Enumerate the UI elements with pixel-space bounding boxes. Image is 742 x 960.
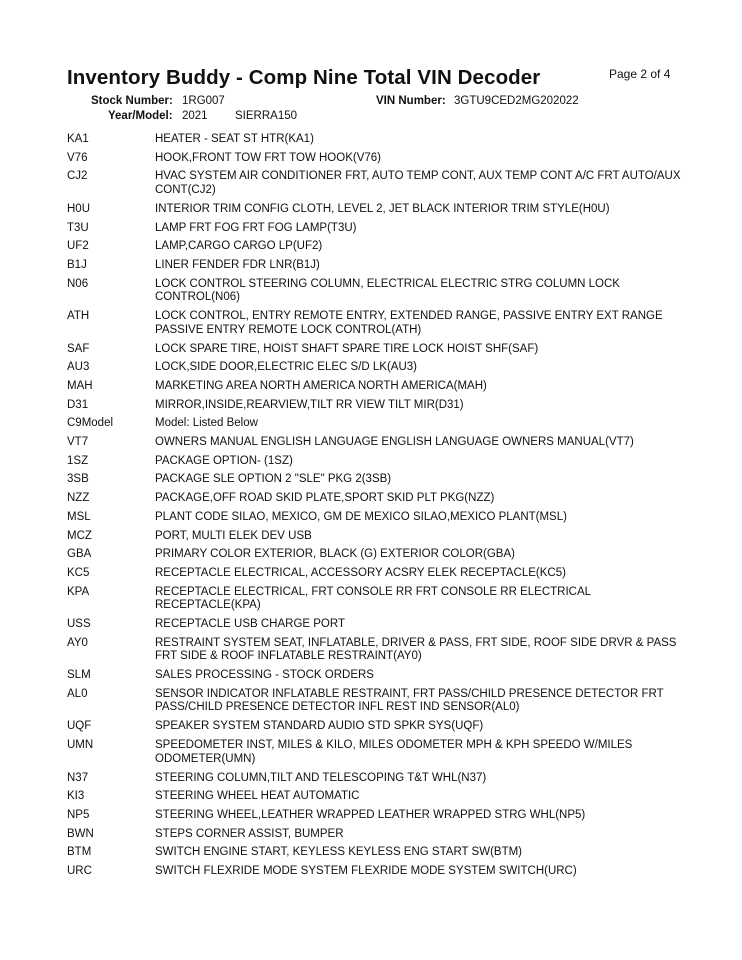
option-description: HVAC SYSTEM AIR CONDITIONER FRT, AUTO TEMP CONT, AUX TEMP CONT A/C FRT AUTO/AUX CONT(CJ2) [155,170,681,196]
option-description: MARKETING AREA NORTH AMERICA NORTH AMERICA(MAH) [155,380,487,392]
option-code: UF2 [67,240,89,253]
option-description: RECEPTACLE ELECTRICAL, ACCESSORY ACSRY ELEK RECEPTACLE(KC5) [155,566,566,579]
option-row [67,511,687,530]
option-row [67,436,687,455]
option-row [67,530,687,549]
option-description: LINER FENDER FDR LNR(B1J) [155,258,320,271]
option-description: LOCK CONTROL STEERING COLUMN, ELECTRICAL ELECTRIC STRG COLUMN LOCK CONTROL(N06) [155,277,620,304]
option-description: SPEAKER SYSTEM STANDARD AUDIO STD SPKR SYS(UQF) [155,720,484,733]
option-row [67,586,687,619]
option-description: LOCK CONTROL, ENTRY REMOTE ENTRY, EXTENDED RANGE, PASSIVE ENTRY EXT RANGE PASSIVE ENTRY REMOTE LOCK CONTROL(ATH) [155,310,663,336]
option-row [67,240,687,259]
option-description: PORT, MULTI ELEK DEV USB [155,529,312,542]
option-row [67,170,687,203]
option-description: LOCK SPARE TIRE, HOIST SHAFT SPARE TIRE LOCK HOIST SHF(SAF) [155,342,539,355]
option-code: C9Model [67,417,114,430]
option-row [67,809,687,828]
option-code: BTM [67,846,92,859]
option-description: RECEPTACLE USB CHARGE PORT [155,618,346,631]
option-description: HOOK,FRONT TOW FRT TOW HOOK(V76) [155,151,381,164]
option-row [67,618,687,637]
option-description: LAMP FRT FOG FRT FOG LAMP(T3U) [155,221,357,234]
option-code: MAH [67,380,93,392]
option-row [67,865,687,884]
option-row [67,380,687,399]
option-code: SLM [67,669,91,682]
option-code: D31 [67,398,89,411]
option-row [67,720,687,739]
option-row [67,669,687,688]
option-code: MSL [67,510,91,523]
option-description: STEPS CORNER ASSIST, BUMPER [155,827,344,840]
option-row [67,203,687,222]
option-code: V76 [67,151,88,164]
option-code: N37 [67,771,89,784]
option-description: PACKAGE,OFF ROAD SKID PLATE,SPORT SKID PLT PKG(NZZ) [155,492,495,505]
option-description: SENSOR INDICATOR INFLATABLE RESTRAINT, FRT PASS/CHILD PRESENCE DETECTOR FRT PASS/CHILD PRESENCE DETECTOR INFL REST IND SENSOR(AL0) [155,687,664,714]
option-code: KA1 [67,133,89,145]
option-row [67,492,687,511]
option-description: Model: Listed Below [155,417,258,430]
option-row [67,133,687,152]
option-code: KC5 [67,566,90,579]
option-row [67,567,687,586]
option-description: LOCK,SIDE DOOR,ELECTRIC ELEC S/D LK(AU3) [155,361,418,374]
option-code: KPA [67,585,90,598]
option-description: PACKAGE OPTION- (1SZ) [155,454,293,467]
option-code: H0U [67,202,91,215]
option-description: RECEPTACLE ELECTRICAL, FRT CONSOLE RR FRT CONSOLE RR ELECTRICAL RECEPTACLE(KPA) [155,585,591,612]
option-code-list [67,133,687,884]
option-description: MIRROR,INSIDE,REARVIEW,TILT RR VIEW TILT MIR(D31) [155,398,464,411]
option-code: MCZ [67,529,92,542]
option-row [67,548,687,567]
option-row [67,399,687,418]
option-code: 3SB [67,473,89,486]
option-code: NP5 [67,809,90,821]
stock-number-label: Stock Number: [91,95,173,107]
option-description: LAMP,CARGO CARGO LP(UF2) [155,240,323,253]
option-description: PACKAGE SLE OPTION 2 "SLE" PKG 2(3SB) [155,473,392,486]
option-code: AY0 [67,636,88,649]
option-row [67,828,687,847]
option-code: CJ2 [67,170,88,183]
option-code: T3U [67,221,89,234]
option-code: 1SZ [67,454,89,467]
option-description: SALES PROCESSING - STOCK ORDERS [155,669,374,682]
year-value: 2021 [182,110,208,122]
option-row [67,361,687,380]
option-description: SWITCH ENGINE START, KEYLESS KEYLESS ENG START SW(BTM) [155,846,523,859]
option-row [67,473,687,492]
option-code: AU3 [67,361,90,374]
option-row [67,790,687,809]
option-description: SPEEDOMETER INST, MILES & KILO, MILES ODOMETER MPH & KPH SPEEDO W/MILES ODOMETER(UMN) [155,739,633,765]
option-code: USS [67,618,91,631]
option-code: AL0 [67,687,88,700]
option-description: OWNERS MANUAL ENGLISH LANGUAGE ENGLISH LANGUAGE OWNERS MANUAL(VT7) [155,436,634,449]
option-row [67,259,687,278]
option-code: VT7 [67,436,89,449]
page-number: Page 2 of 4 [609,67,671,81]
option-description: HEATER - SEAT ST HTR(KA1) [155,133,314,145]
option-row [67,222,687,241]
option-row [67,455,687,474]
option-row [67,846,687,865]
option-code: KI3 [67,790,85,803]
option-code: SAF [67,342,90,355]
option-description: STEERING WHEEL HEAT AUTOMATIC [155,790,360,803]
option-code: UQF [67,720,92,733]
option-row [67,343,687,362]
option-code: URC [67,865,92,878]
option-code: ATH [67,310,90,323]
option-description: STEERING COLUMN,TILT AND TELESCOPING T&T WHL(N37) [155,771,487,784]
vin-number-value: 3GTU9CED2MG202022 [454,95,579,107]
option-description: SWITCH FLEXRIDE MODE SYSTEM FLEXRIDE MODE SYSTEM SWITCH(URC) [155,865,577,878]
option-row [67,310,687,343]
stock-number-value: 1RG007 [182,95,225,107]
option-row [67,152,687,171]
option-row [67,637,687,670]
option-code: N06 [67,277,89,290]
option-description: PRIMARY COLOR EXTERIOR, BLACK (G) EXTERIOR COLOR(GBA) [155,548,515,561]
option-code: BWN [67,827,94,840]
option-code: GBA [67,548,92,561]
model-value: SIERRA150 [235,110,298,122]
option-code: NZZ [67,492,90,505]
option-row [67,417,687,436]
option-description: RESTRAINT SYSTEM SEAT, INFLATABLE, DRIVER & PASS, FRT SIDE, ROOF SIDE DRVR & PASS FRT SIDE & ROOF INFLATABLE RESTRAINT(AY0) [155,636,677,663]
option-code: UMN [67,739,94,752]
option-row [67,278,687,311]
option-code: B1J [67,258,87,271]
option-description: STEERING WHEEL,LEATHER WRAPPED LEATHER WRAPPED STRG WHL(NP5) [155,809,586,821]
page-title: Inventory Buddy - Comp Nine Total VIN Decoder [67,66,541,89]
year-model-label: Year/Model: [108,110,173,122]
option-row [67,772,687,791]
option-description: PLANT CODE SILAO, MEXICO, GM DE MEXICO SILAO,MEXICO PLANT(MSL) [155,510,567,523]
option-description: INTERIOR TRIM CONFIG CLOTH, LEVEL 2, JET BLACK INTERIOR TRIM STYLE(H0U) [155,202,610,215]
option-row [67,688,687,721]
option-row [67,739,687,772]
vin-number-label: VIN Number: [376,95,446,107]
